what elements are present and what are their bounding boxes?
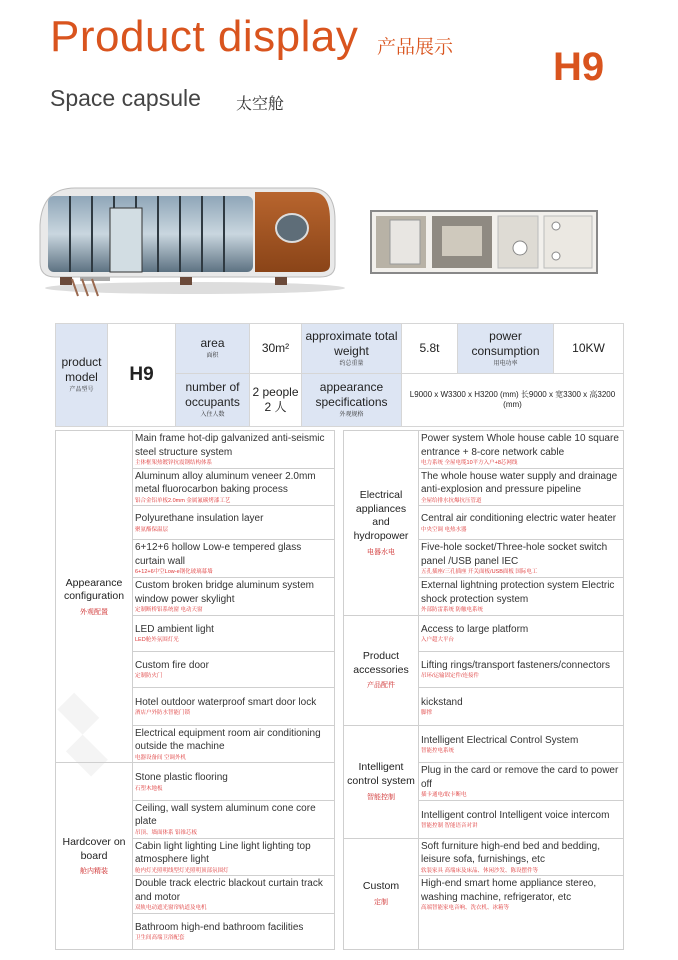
spec-appearance-value: L9000 x W3300 x H3200 (mm) 长9000 x 宽3300 x 高3200 (mm) xyxy=(402,374,624,427)
spec-appearance-label: appearance specifications 外观规格 xyxy=(302,374,402,427)
category-intelligent: Intelligent control system 智能控制 xyxy=(344,725,419,838)
appearance-item: Custom fire door 定制防火门 xyxy=(133,651,335,687)
hardcover-item: Double track electric blackout curtain track and motor 双轨电动遮光窗帘轨道及电机 xyxy=(133,876,335,914)
spec-power-label: power consumption 用电功率 xyxy=(458,324,554,374)
appearance-item: Polyurethane insulation layer 聚氨酯保温层 xyxy=(133,506,335,540)
category-custom: Custom 定制 xyxy=(344,838,419,949)
hardcover-item: Stone plastic flooring 石塑木地板 xyxy=(133,763,335,801)
page-subtitle: Space capsule xyxy=(50,85,201,111)
electrical-item: Central air conditioning electric water heater 中央空调 电热水器 xyxy=(419,506,624,540)
spec-power-value: 10KW xyxy=(554,324,624,374)
spec-area-label: area 面积 xyxy=(176,324,250,374)
category-hardcover: Hardcover on board 舱内精装 xyxy=(56,763,133,949)
intelligent-item: Intelligent control Intelligent voice intercom 智能控制 智能语音对讲 xyxy=(419,800,624,838)
config-table xyxy=(55,430,624,950)
custom-item: Soft furniture high-end bed and bedding, leisure sofa, furnishings, etc 软装家具 高端床及床品、休闲沙发、陈设摆件等 xyxy=(419,838,624,876)
appearance-item: 6+12+6 hollow Low-e tempered glass curtain wall 6+12+6中空Low-e钢化玻璃幕墙 xyxy=(133,540,335,578)
floorplan-image xyxy=(370,210,598,274)
model-badge: H9 xyxy=(553,45,605,89)
spec-model-label: product model 产品型号 xyxy=(56,324,108,427)
accessories-item: Access to large platform 入户超大平台 xyxy=(419,615,624,651)
spec-table xyxy=(55,323,624,427)
spec-occupants-label: number of occupants 入住人数 xyxy=(176,374,250,427)
page-title: Product display xyxy=(50,12,359,61)
spec-model-value: H9 xyxy=(108,324,176,427)
appearance-item: Aluminum alloy aluminum veneer 2.0mm metal fluorocarbon baking process 铝合金铝单板2.0mm 金属氟碳烤漆工艺 xyxy=(133,468,335,506)
intelligent-item: Intelligent Electrical Control System 智能控电系统 xyxy=(419,725,624,763)
category-appearance: Appearance configuration 外观配置 xyxy=(56,431,133,763)
spec-area-value: 30m² xyxy=(250,324,302,374)
electrical-item: The whole house water supply and drainage anti-explosion and pressure pipeline 全屋给排水抗爆抗压管道 xyxy=(419,468,624,506)
category-accessories: Product accessories 产品配件 xyxy=(344,615,419,725)
intelligent-item: Plug in the card or remove the card to power off 插卡通电/取卡断电 xyxy=(419,763,624,801)
electrical-item: Power system Whole house cable 10 square entrance + 8-core network cable 电力系统 全屋电缆10平方入户+8芯网线 xyxy=(419,431,624,469)
page-title-cn: 产品展示 xyxy=(377,37,454,58)
capsule-exterior-image xyxy=(30,180,345,305)
hardcover-item: Ceiling, wall system aluminum cone core plate 吊顶、墙面体系 铝锥芯板 xyxy=(133,800,335,838)
hardcover-item: Cabin light lighting Line light lighting top atmosphere light 舱内灯光照明线型灯光照明顶部氛围灯 xyxy=(133,838,335,876)
appearance-item: Main frame hot-dip galvanized anti-seismic steel structure system 主体框架热镀锌抗震钢结构体系 xyxy=(133,431,335,469)
watermark: ▞ xyxy=(42,694,123,775)
accessories-item: kickstand 脚撑 xyxy=(419,687,624,725)
appearance-item: Electrical equipment room air conditioning outside the machine 电器设备间 空调外机 xyxy=(133,725,335,763)
electrical-item: Five-hole socket/Three-hole socket switch panel /USB panel IEC 五孔插座/三孔插座 开关面板/USB面板 国际电工 xyxy=(419,540,624,578)
spec-occupants-value: 2 people 2 人 xyxy=(250,374,302,427)
accessories-item: Lifting rings/transport fasteners/connectors 吊环/运输固定件/连接件 xyxy=(419,651,624,687)
appearance-item: LED ambient light LED舱外氛围灯光 xyxy=(133,615,335,651)
electrical-item: External lightning protection system Electric shock protection system 外部防雷系统 防触电系统 xyxy=(419,578,624,616)
appearance-item: Hotel outdoor waterproof smart door lock 酒店户外防水智能门锁 xyxy=(133,687,335,725)
category-electrical: Electrical appliances and hydropower 电器水电 xyxy=(344,431,419,616)
spec-weight-label: approximate total weight 约总重量 xyxy=(302,324,402,374)
page-subtitle-cn: 太空舱 xyxy=(236,96,285,113)
hardcover-item: Bathroom high-end bathroom facilities 卫生间高端卫浴配套 xyxy=(133,913,335,949)
spec-weight-value: 5.8t xyxy=(402,324,458,374)
custom-item: High-end smart home appliance stereo, washing machine, refrigerator, etc 高端智能家电音响、洗衣机、冰箱等 xyxy=(419,876,624,950)
appearance-item: Custom broken bridge aluminum system window power skylight 定制断桥铝系统窗 电动天窗 xyxy=(133,578,335,616)
